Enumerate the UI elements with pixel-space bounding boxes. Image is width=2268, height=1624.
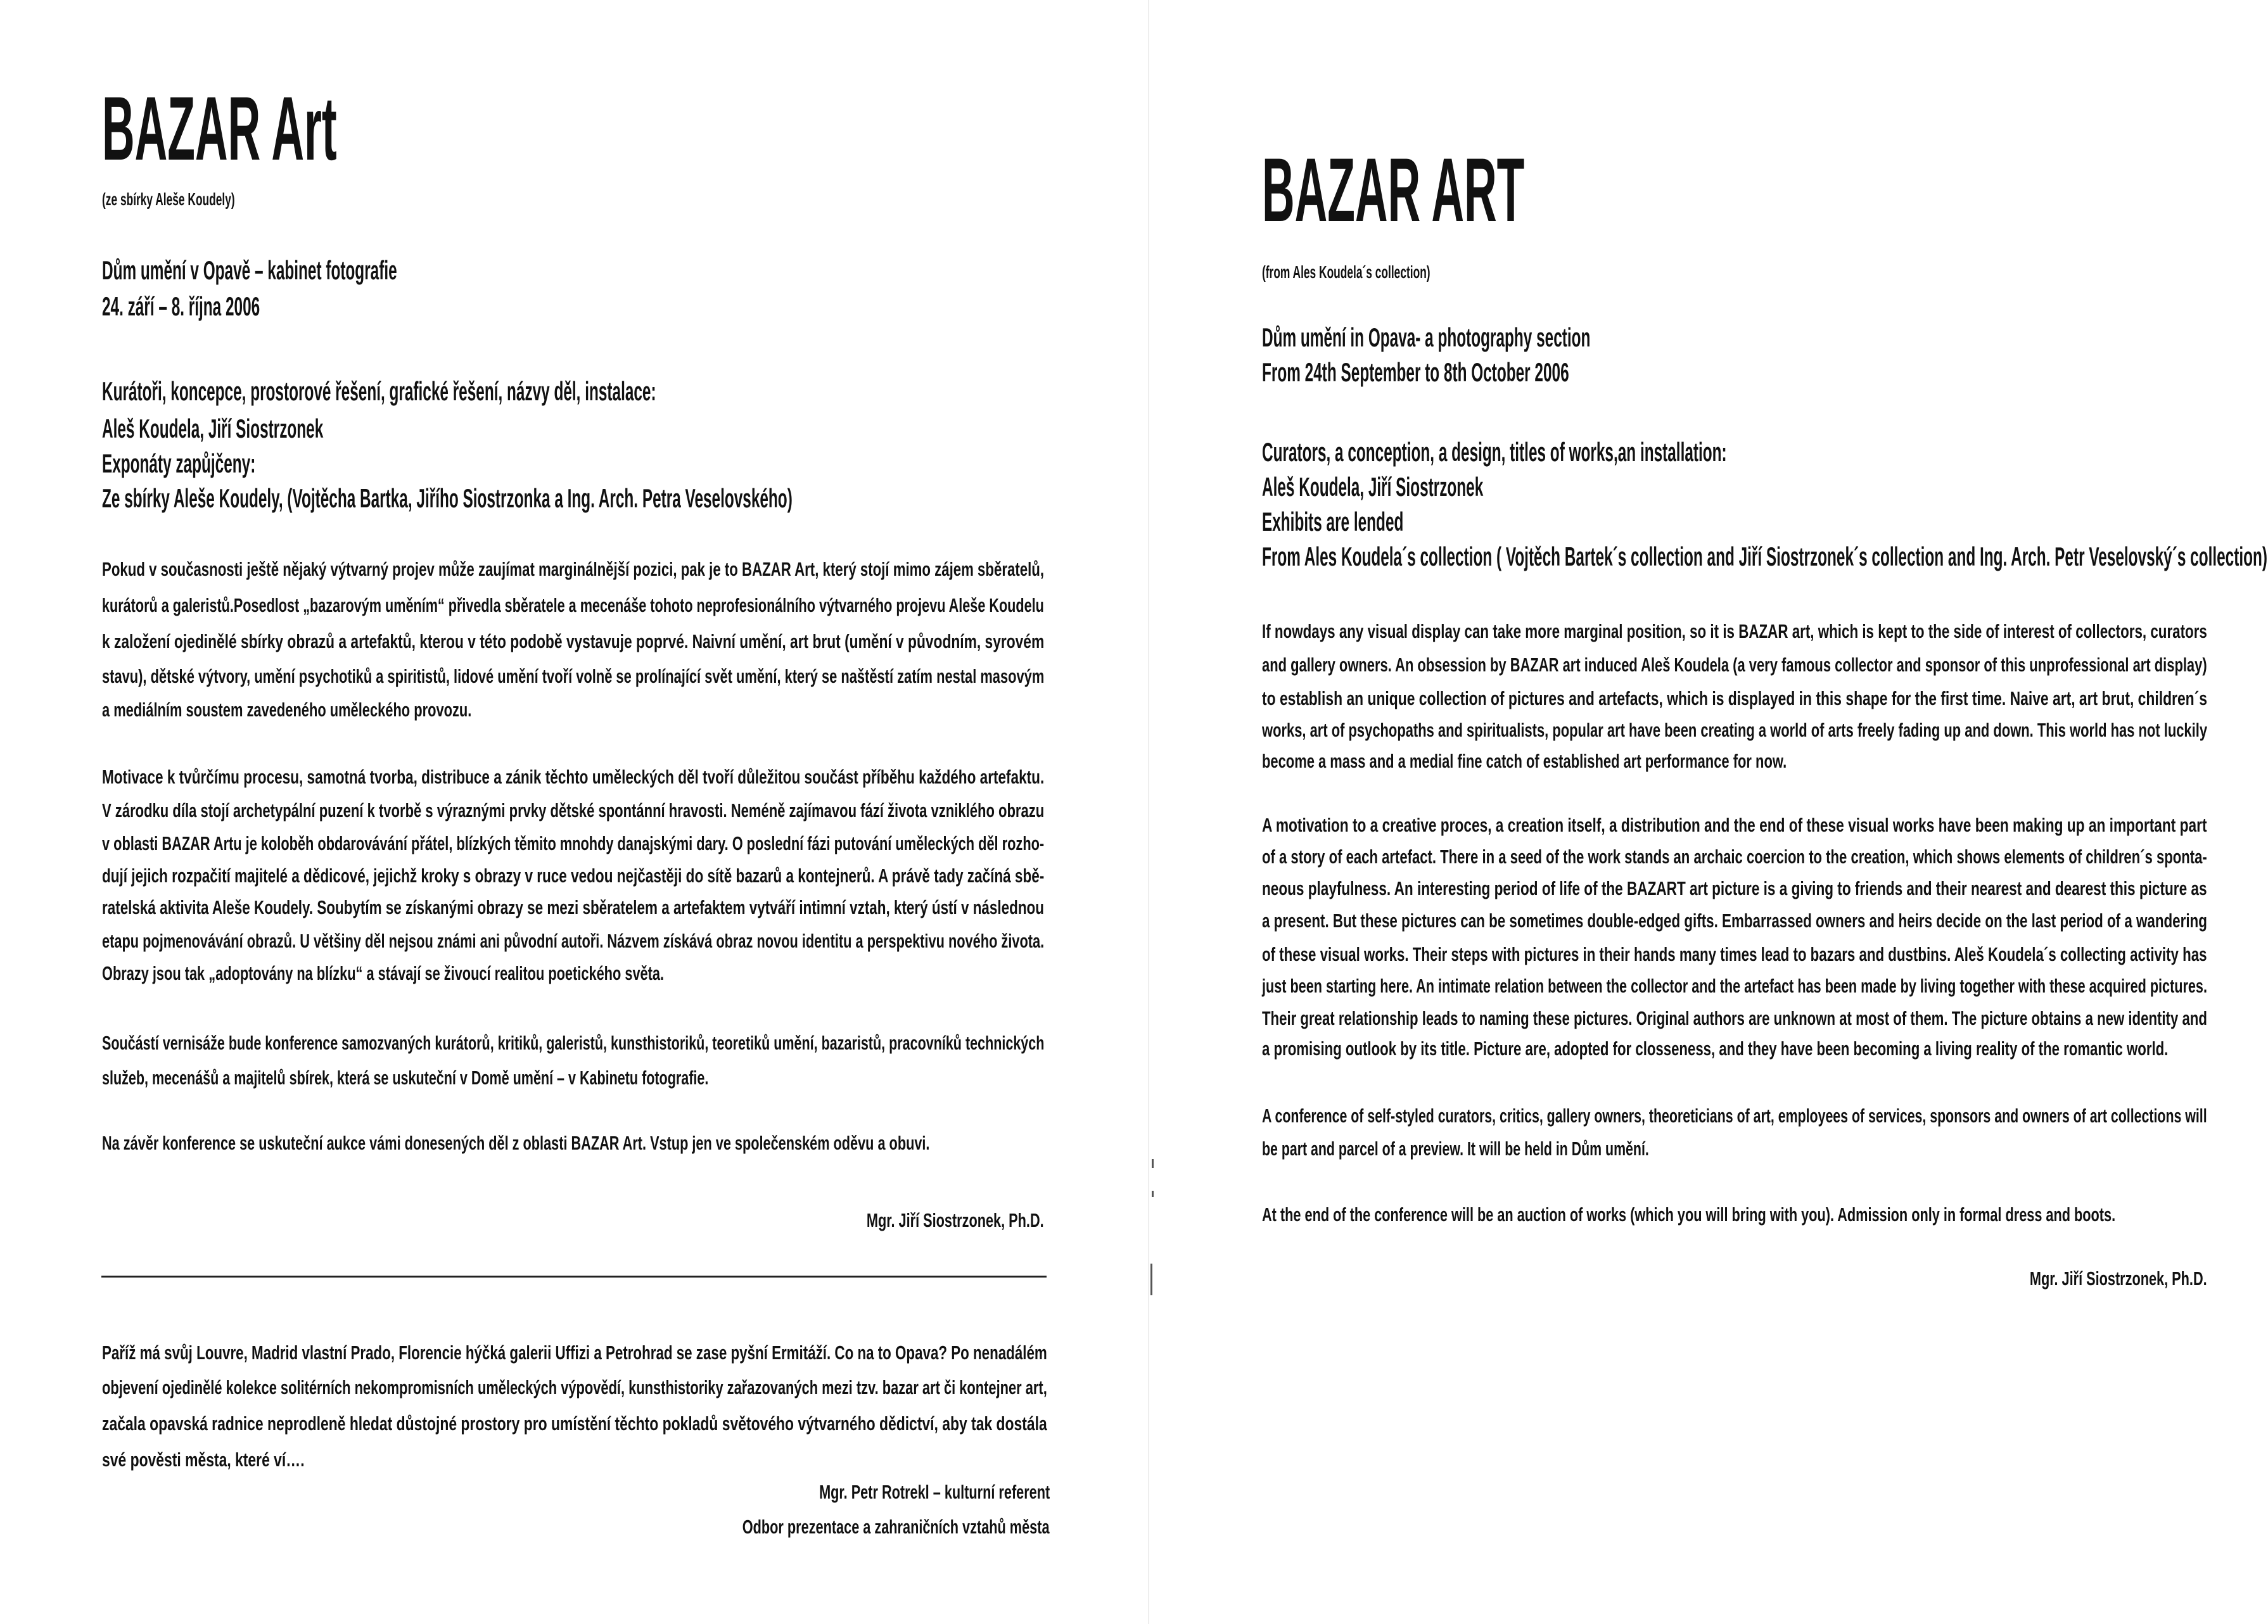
- scan-mark: [1150, 1264, 1152, 1295]
- body-line: A conference of self-styled curators, critics, gallery owners, theoreticians of art, employees of services, sponsors and owners of art collections will: [1262, 1104, 2207, 1127]
- signature: Mgr. Petr Rotrekl – kulturní referent: [819, 1480, 1050, 1503]
- body-line: Motivace k tvůrčímu procesu, samotná tvorba, distribuce a zánik těchto uměleckých děl tvoří důležitou součást příběhu každého artefaktu.: [101, 765, 1044, 788]
- body-line: just been starting here. An intimate relation between the collector and the artefact has been made by living together with these acquired pictures.: [1262, 975, 2208, 998]
- signature: Mgr. Jiří Siostrzonek, Ph.D.: [2030, 1267, 2207, 1290]
- body-line: A motivation to a creative proces, a creation itself, a distribution and the end of these visual works have been making up an important part: [1262, 813, 2207, 836]
- divider-rule: [101, 1276, 1047, 1278]
- page-subtitle: (ze sbírky Aleše Koudely): [101, 189, 235, 210]
- body-line: etapu pojmenovávání obrazů. U většiny děl nejsou známi ani původní autoři. Názvem získává obraz novou identitu a perspektivu nového života.: [101, 930, 1044, 953]
- body-line: become a mass and a medial fine catch of established art performance for now.: [1262, 749, 1787, 772]
- page-subtitle: (from Ales Koudela´s collection): [1262, 262, 1430, 282]
- body-line: Paříž má svůj Louvre, Madrid vlastní Prado, Florencie hýčká galerii Uffizi a Petrohrad se zase pyšní Ermitáží. Co na to Opava? Po nenadálém: [101, 1341, 1047, 1364]
- page-fold: [1148, 0, 1149, 1624]
- body-line: Their great relationship leads to naming these pictures. Original authors are unknown at most of them. The picture obtains a new identity and: [1262, 1006, 2207, 1029]
- body-line: a mediálním soustem zavedeného uměleckého provozu.: [101, 699, 472, 721]
- body-line: to establish an unique collection of pictures and artefacts, which is displayed in this shape for the first time. Naive art, art brut, children´s: [1262, 687, 2208, 709]
- body-line: k založení ojedinělé sbírky obrazů a artefaktů, kterou v této podobě vystavuje poprvé. Naivní umění, art brut (umění v původním, syrovém: [101, 630, 1044, 653]
- body-line: of these visual works. Their steps with pictures in their hands many times lead to bazars and dustbins. Aleš Koudela´s collecting activity has: [1262, 942, 2207, 965]
- body-line: Na závěr konference se uskuteční aukce vámi donesených děl z oblasti BAZAR Art. Vstup jen ve společenském oděvu a obuvi.: [101, 1132, 930, 1155]
- body-line: své pověsti města, které ví….: [101, 1449, 305, 1471]
- body-line: v oblasti BAZAR Artu je koloběh obdarovávání přátel, blízkých těmito mnohdy danajskými dary. O poslední fázi putování uměleckých děl rozho-: [101, 832, 1044, 855]
- body-line: a promising outlook by its title. Picture are, adopted for closseness, and they have been becoming a living reality of the romantic world.: [1262, 1037, 2169, 1060]
- body-line: stavu), dětské výtvory, umění psychotiků a spiritistů, lidové umění tvoří volně se prolínající svět umění, který se naštěstí zatím nestal masovým: [101, 665, 1044, 688]
- body-line: Součástí vernisáže bude konference samozvaných kurátorů, kritiků, galeristů, kunsthistoriků, teoretiků umění, bazaristů, pracovníků technických: [101, 1031, 1045, 1054]
- body-line: dují jejich rozpačití majitelé a dědicové, jejichž kroky s obrazy v ruce vedou nejčastěji do sítě bazarů a kontejnerů. A právě tady začíná sbě-: [101, 864, 1044, 887]
- venue-line: 24. září – 8. října 2006: [101, 291, 260, 322]
- page-title: BAZAR ART: [1262, 139, 1525, 241]
- credits-line: Curators, a conception, a design, titles of works,an installation:: [1262, 436, 1727, 467]
- body-line: At the end of the conference will be an auction of works (which you will bring with you). Admission only in formal dress and boots.: [1262, 1203, 2116, 1226]
- venue-line: From 24th September to 8th October 2006: [1262, 357, 1569, 387]
- body-line: kurátorů a galeristů.Posedlost „bazarovým uměním“ přivedla sběratele a mecenáše tohoto neprofesionálního výtvarného projevu Aleše Koudelu: [101, 593, 1044, 616]
- body-line: začala opavská radnice neprodleně hledat důstojné prostory pro umístění těchto pokladů světového výtvarného dědictví, aby tak dostála: [101, 1412, 1047, 1435]
- body-line: If nowdays any visual display can take more marginal position, so it is BAZAR art, which is kept to the side of interest of collectors, curators: [1262, 620, 2207, 643]
- credits-line: Kurátoři, koncepce, prostorové řešení, grafické řešení, názvy děl, instalace:: [101, 376, 656, 406]
- body-line: be part and parcel of a preview. It will be held in Dům umění.: [1262, 1138, 1649, 1160]
- venue-line: Dům umění v Opavě – kabinet fotografie: [101, 255, 397, 286]
- credits-line: Ze sbírky Aleše Koudely, (Vojtěcha Bartka, Jiřího Siostrzonka a Ing. Arch. Petra Veselovského): [101, 483, 793, 514]
- body-line: of a story of each artefact. There in a seed of the work stands an archaic coercion to the creation, which shows elements of children´s sponta-: [1262, 846, 2207, 868]
- body-line: Obrazy jsou tak „adoptovány na blízku“ a stávají se živoucí realitou poetického světa.: [101, 961, 664, 984]
- page-title: BAZAR Art: [101, 79, 337, 180]
- signature: Odbor prezentace a zahraničních vztahů města: [742, 1515, 1050, 1538]
- body-line: ratelská aktivita Aleše Koudely. Soubytím se získanými obrazy se mezi sběratelem a artefaktem vytváří intimní vztah, který ústí v následnou: [101, 896, 1044, 919]
- credits-line: Exponáty zapůjčeny:: [101, 448, 255, 479]
- body-line: and gallery owners. An obsession by BAZAR art induced Aleš Koudela (a very famous collector and sponsor of this unprofessional art display): [1262, 654, 2207, 676]
- credits-line: Aleš Koudela, Jiří Siostrzonek: [1262, 472, 1484, 502]
- credits-line: From Ales Koudela´s collection ( Vojtěch Bartek´s collection and Jiří Siostrzonek´s collection and Ing. Arch. Petr Veselovský´s collection): [1262, 542, 2268, 572]
- body-line: služeb, mecenášů a majitelů sbírek, která se uskuteční v Domě umění – v Kabinetu fotografie.: [101, 1066, 708, 1089]
- scan-mark: [1152, 1159, 1154, 1168]
- credits-line: Exhibits are lended: [1262, 507, 1404, 537]
- body-line: objevení ojedinělé kolekce solitérních nekompromisních uměleckých výpovědí, kunsthistoriky zařazovaných mezi tzv. bazar art či kontejner art,: [101, 1376, 1047, 1399]
- scan-mark: [1152, 1191, 1154, 1197]
- body-line: neous playfulness. An interesting period of life of the BAZART art picture is a giving to friends and their nearest and dearest this picture as: [1262, 877, 2207, 900]
- credits-line: Aleš Koudela, Jiří Siostrzonek: [101, 414, 323, 444]
- venue-line: Dům umění in Opava- a photography section: [1262, 322, 1591, 352]
- signature: Mgr. Jiří Siostrzonek, Ph.D.: [867, 1208, 1044, 1231]
- body-line: V zárodku díla stojí archetypální puzení k tvorbě s výraznými prvky dětské spontánní hravosti. Neméně zajímavou fází života vzniklého obrazu: [101, 799, 1044, 822]
- body-line: Pokud v současnosti ještě nějaký výtvarný projev může zaujímat marginálnější pozici, pak je to BAZAR Art, který stojí mimo zájem sběratelů,: [101, 557, 1044, 580]
- body-line: a present. But these pictures can be sometimes double-edged gifts. Embarrassed owners and heirs decide on the last period of a wandering: [1262, 909, 2207, 932]
- body-line: works, art of psychopaths and spiritualists, popular art have been creating a world of arts freely fading up and down. This world has not luckily: [1262, 719, 2208, 742]
